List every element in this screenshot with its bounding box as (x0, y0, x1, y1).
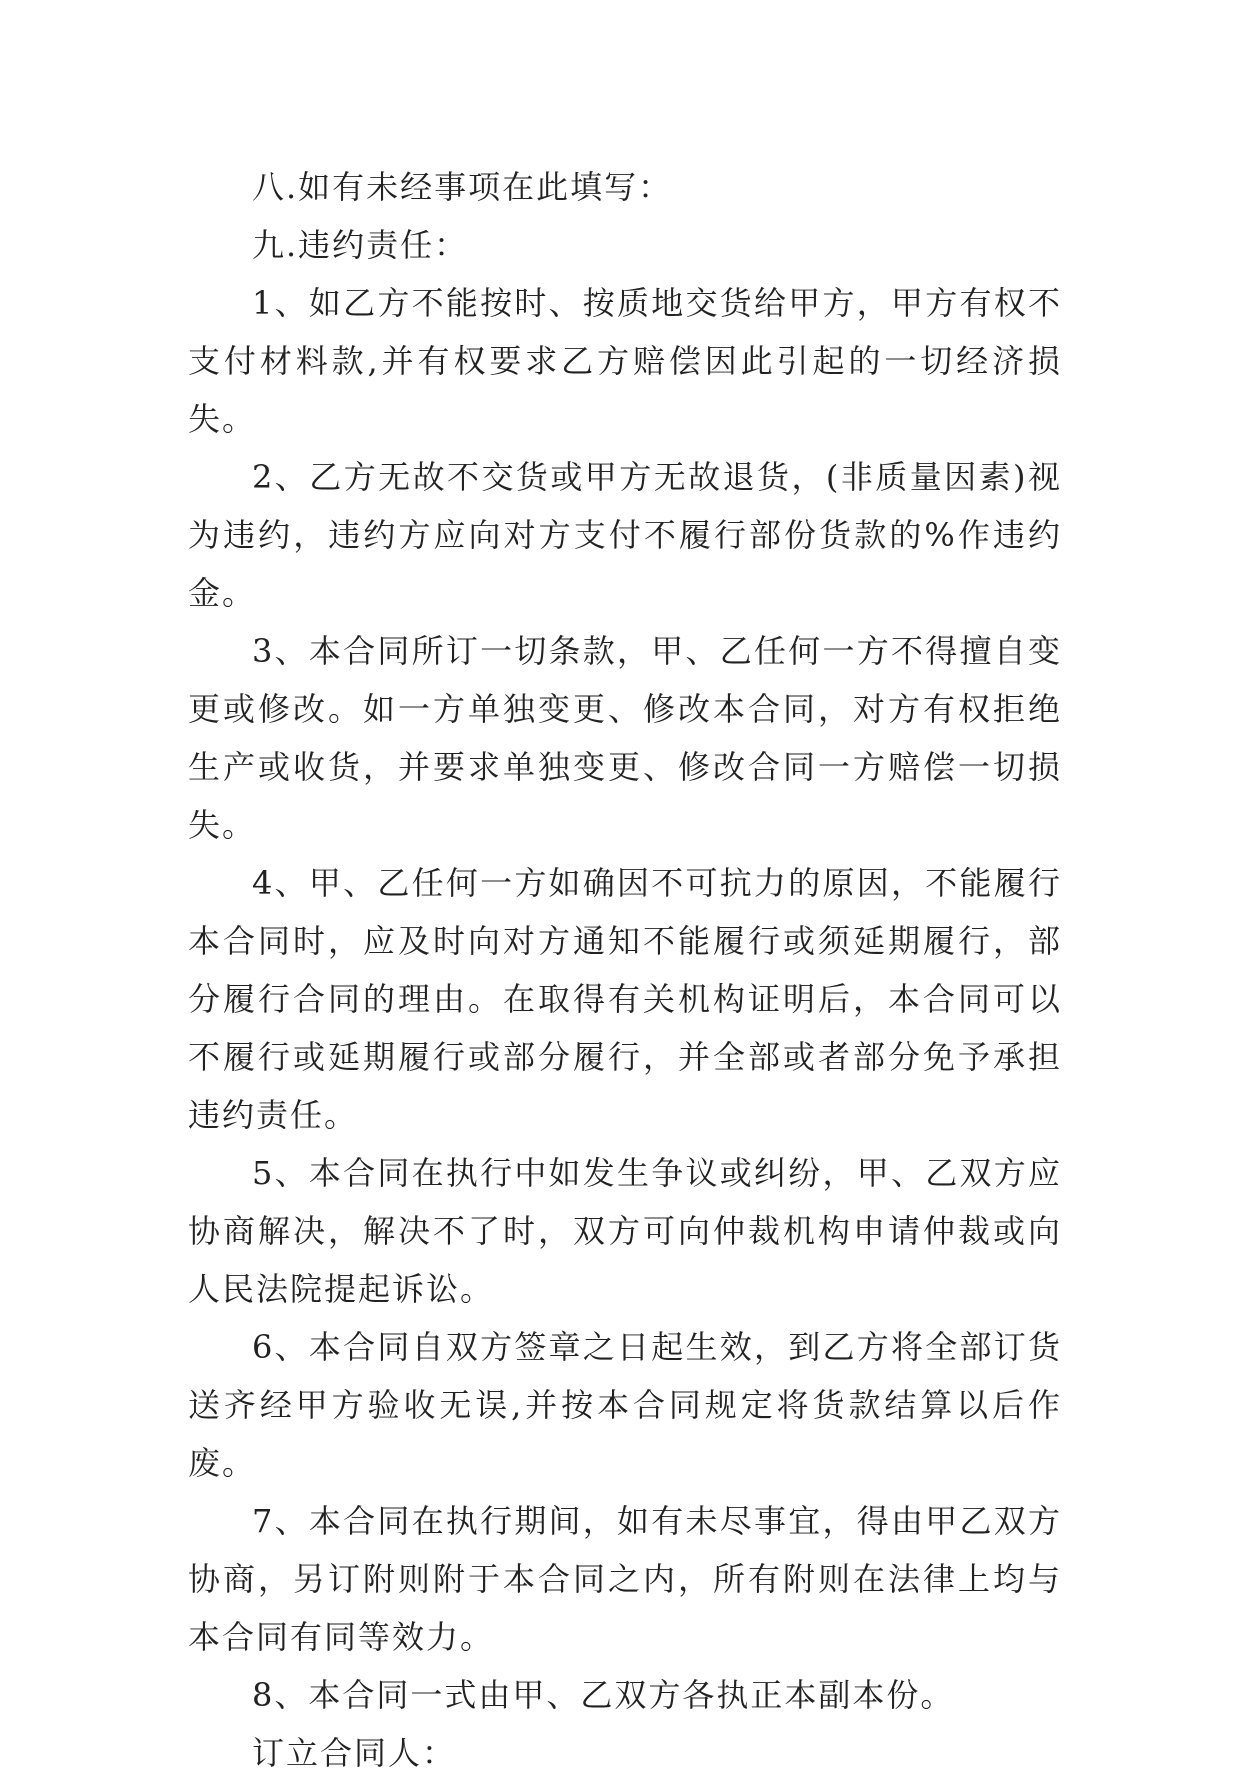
breach-item-8: 8、本合同一式由甲、乙双方各执正本副本份。 (252, 1676, 955, 1714)
breach-item-3: 3、本合同所订一切条款，甲、乙任何一方不得擅自变更或修改。如一方单独变更、修改本合同，对方有权拒绝生产或收货，并要求单独变更、修改合同一方赔偿一切损失。 (188, 632, 1062, 844)
breach-item-1: 1、如乙方不能按时、按质地交货给甲方，甲方有权不支付材料款,并有权要求乙方赔偿因此引起的一切经济损失。 (188, 284, 1062, 438)
breach-item-4: 4、甲、乙任何一方如确因不可抗力的原因，不能履行本合同时，应及时向对方通知不能履行或须延期履行，部分履行合同的理由。在取得有关机构证明后，本合同可以不履行或延期履行或部分履行，并全部或者部分免予承担违约责任。 (188, 864, 1062, 1134)
contract-body (188, 158, 1062, 1782)
breach-item-2: 2、乙方无故不交货或甲方无故退货，(非质量因素)视为违约，违约方应向对方支付不履行部份货款的%作违约金。 (188, 458, 1062, 612)
breach-item-5: 5、本合同在执行中如发生争议或纠纷，甲、乙双方应协商解决，解决不了时，双方可向仲裁机构申请仲裁或向人民法院提起诉讼。 (188, 1154, 1062, 1308)
clause-9-heading: 九.违约责任： (252, 226, 469, 264)
clause-8-heading: 八.如有未经事项在此填写： (252, 168, 673, 206)
breach-item-6: 6、本合同自双方签章之日起生效，到乙方将全部订货送齐经甲方验收无误,并按本合同规定将货款结算以后作废。 (188, 1328, 1062, 1482)
breach-item-7: 7、本合同在执行期间，如有未尽事宜，得由甲乙双方协商，另订附则附于本合同之内，所有附则在法律上均与本合同有同等效力。 (188, 1502, 1062, 1656)
signatory-label: 订立合同人： (252, 1734, 457, 1772)
